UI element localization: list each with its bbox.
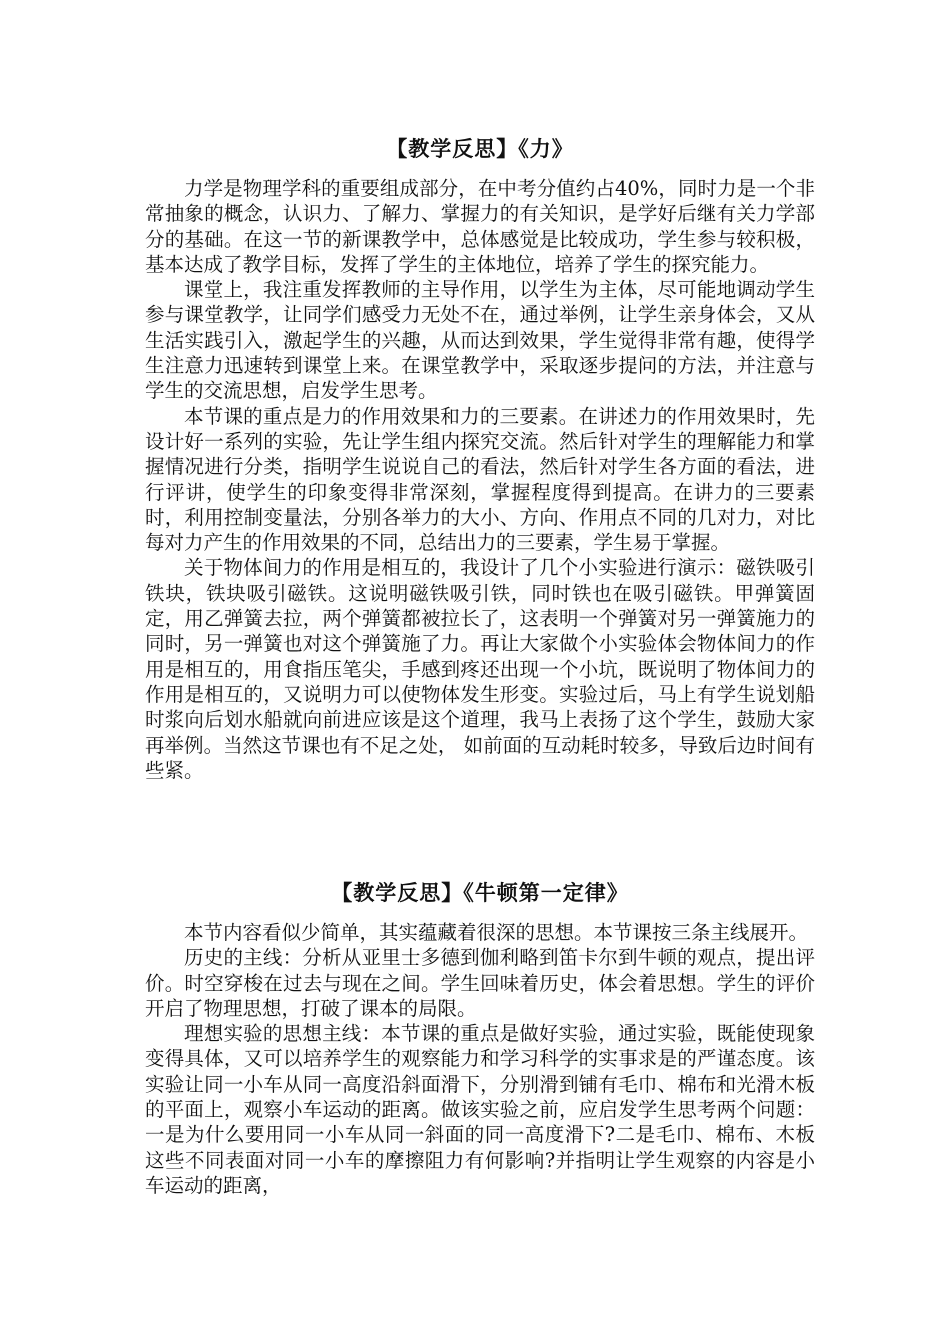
paragraph: 关于物体间力的作用是相互的，我设计了几个小实验进行演示：磁铁吸引铁块，铁块吸引磁铁。这说明磁铁吸引铁，同时铁也在吸引磁铁。甲弹簧固定，用乙弹簧去拉，两个弹簧都被拉长了，这表明一个弹簧对另一弹簧施力的同时，另一弹簧也对这个弹簧施了力。再让大家做个小实验体会物体间力的作用是相互的，用食指压笔尖，手感到疼还出现一个小坑，既说明了物体间力的作用是相互的，又说明力可以使物体发生形变。实验过后，马上有学生说划船时浆向后划水船就向前进应该是这个道理，我马上表扬了这个学生，鼓励大家再举例。当然这节课也有不足之处， 如前面的互动耗时较多，导致后边时间有些紧。 <box>145 556 815 782</box>
section-newton-first-law-reflection <box>145 880 815 1198</box>
paragraph: 本节内容看似少简单，其实蕴藏着很深的思想。本节课按三条主线展开。 <box>184 921 809 944</box>
paragraph: 理想实验的思想主线：本节课的重点是做好实验，通过实验，既能使现象变得具体，又可以培养学生的观察能力和学习科学的实事求是的严谨态度。该实验让同一小车从同一高度沿斜面滑下，分别滑到铺有毛巾、棉布和光滑木板的平面上，观察小车运动的距离。做该实验之前，应启发学生思考两个问题：一是为什么要用同一小车从同一斜面的同一高度滑下?二是毛巾、棉布、木板这些不同表面对同一小车的摩擦阻力有何影响?并指明让学生观察的内容是小车运动的距离， <box>145 1022 815 1197</box>
paragraph: 课堂上，我注重发挥教师的主导作用，以学生为主体，尽可能地调动学生参与课堂教学，让同学们感受力无处不在，通过举例，让学生亲身体会，又从生活实践引入，激起学生的兴趣，从而达到效果，学生觉得非常有趣，使得学生注意力迅速转到课堂上来。在课堂教学中，采取逐步提问的方法，并注意与学生的交流思想，启发学生思考。 <box>145 278 815 403</box>
paragraph: 本节课的重点是力的作用效果和力的三要素。在讲述力的作用效果时，先设计好一系列的实验，先让学生组内探究交流。然后针对学生的理解能力和掌握情况进行分类，指明学生说说自己的看法，然后针对学生各方面的看法，进行评讲，使学生的印象变得非常深刻，掌握程度得到提高。在讲力的三要素时，利用控制变量法，分别各举力的大小、方向、作用点不同的几对力，对比每对力产生的作用效果的不同，总结出力的三要素，学生易于掌握。 <box>145 404 815 555</box>
section-title: 【教学反思】《力》 <box>386 136 574 161</box>
section-title: 【教学反思】《牛顿第一定律》 <box>331 880 629 905</box>
section-force-reflection <box>145 136 815 783</box>
paragraph: 力学是物理学科的重要组成部分，在中考分值约占40%，同时力是一个非常抽象的概念，认识力、了解力、掌握力的有关知识，是学好后继有关力学部分的基础。在这一节的新课教学中，总体感觉是比较成功，学生参与较积极，基本达成了教学目标，发挥了学生的主体地位，培养了学生的探究能力。 <box>145 177 815 276</box>
paragraph: 历史的主线：分析从亚里士多德到伽利略到笛卡尔到牛顿的观点，提出评价。时空穿梭在过去与现在之间。学生回味着历史，体会着思想。学生的评价开启了物理思想，打破了课本的局限。 <box>145 946 815 1020</box>
